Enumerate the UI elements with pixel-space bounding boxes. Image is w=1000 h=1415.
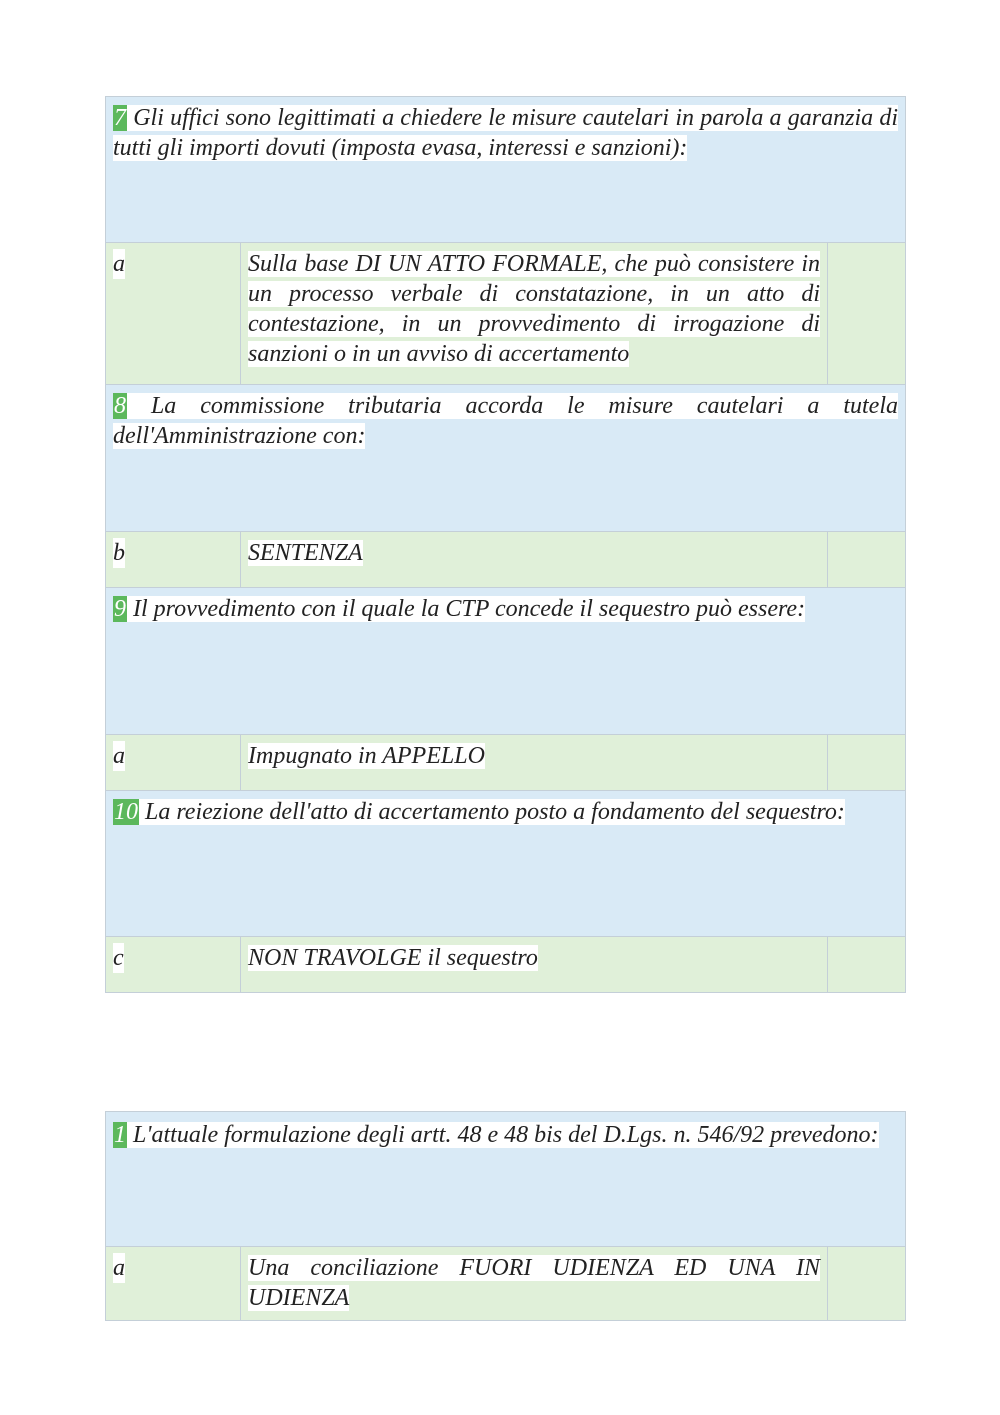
answer-row xyxy=(106,531,905,587)
quiz-table-1 xyxy=(105,96,906,993)
answer-cell xyxy=(241,1247,828,1320)
question-row xyxy=(106,96,905,242)
answer-letter-cell xyxy=(106,735,241,790)
question-number: 7 xyxy=(114,105,126,131)
answer-text: Impugnato in APPELLO xyxy=(248,743,485,769)
question-row xyxy=(106,384,905,531)
answer-cell xyxy=(241,243,828,384)
answer-row xyxy=(106,242,905,384)
answer-text: Sulla base DI UN ATTO FORMALE, che può consistere in un processo verbale di constatazione, in un atto di contestazione, in un provvedimento di irrogazione di sanzioni o in un avviso di accertamento xyxy=(248,251,820,367)
answer-letter: a xyxy=(113,743,125,769)
question-text: 10 La reiezione dell'atto di accertamento posto a fondamento del sequestro: xyxy=(114,799,845,825)
question-number: 1 xyxy=(114,1122,126,1148)
question-row xyxy=(106,1111,905,1246)
question-row xyxy=(106,587,905,734)
answer-cell xyxy=(241,532,828,587)
question-text: 9 Il provvedimento con il quale la CTP concede il sequestro può essere: xyxy=(114,596,806,622)
answer-row xyxy=(106,1246,905,1321)
answer-text: Una conciliazione FUORI UDIENZA ED UNA IN UDIENZA xyxy=(248,1255,820,1311)
answer-row xyxy=(106,936,905,993)
answer-row xyxy=(106,734,905,790)
answer-letter: a xyxy=(113,251,125,277)
question-row xyxy=(106,790,905,936)
answer-letter-cell xyxy=(106,1247,241,1320)
answer-letter: b xyxy=(113,540,125,566)
answer-cell xyxy=(241,937,828,992)
question-text: 7 Gli uffici sono legittimati a chiedere le misure cautelari in parola a garanzia di tutti gli importi dovuti (imposta evasa, interessi e sanzioni): xyxy=(113,105,898,161)
question-text: 1 L'attuale formulazione degli artt. 48 e 48 bis del D.Lgs. n. 546/92 prevedono: xyxy=(114,1122,879,1148)
answer-letter-cell xyxy=(106,243,241,384)
quiz-table-2 xyxy=(105,1111,906,1321)
question-text: 8 La commissione tributaria accorda le misure cautelari a tutela dell'Amministrazione con: xyxy=(113,393,898,449)
answer-letter-cell xyxy=(106,532,241,587)
answer-letter-cell xyxy=(106,937,241,992)
answer-cell xyxy=(241,735,828,790)
answer-letter: c xyxy=(113,945,124,971)
question-number: 9 xyxy=(114,596,126,622)
answer-text: NON TRAVOLGE il sequestro xyxy=(248,945,538,971)
answer-text: SENTENZA xyxy=(248,540,363,566)
question-number: 10 xyxy=(114,799,138,825)
answer-letter: a xyxy=(113,1255,125,1281)
question-number: 8 xyxy=(114,393,126,419)
